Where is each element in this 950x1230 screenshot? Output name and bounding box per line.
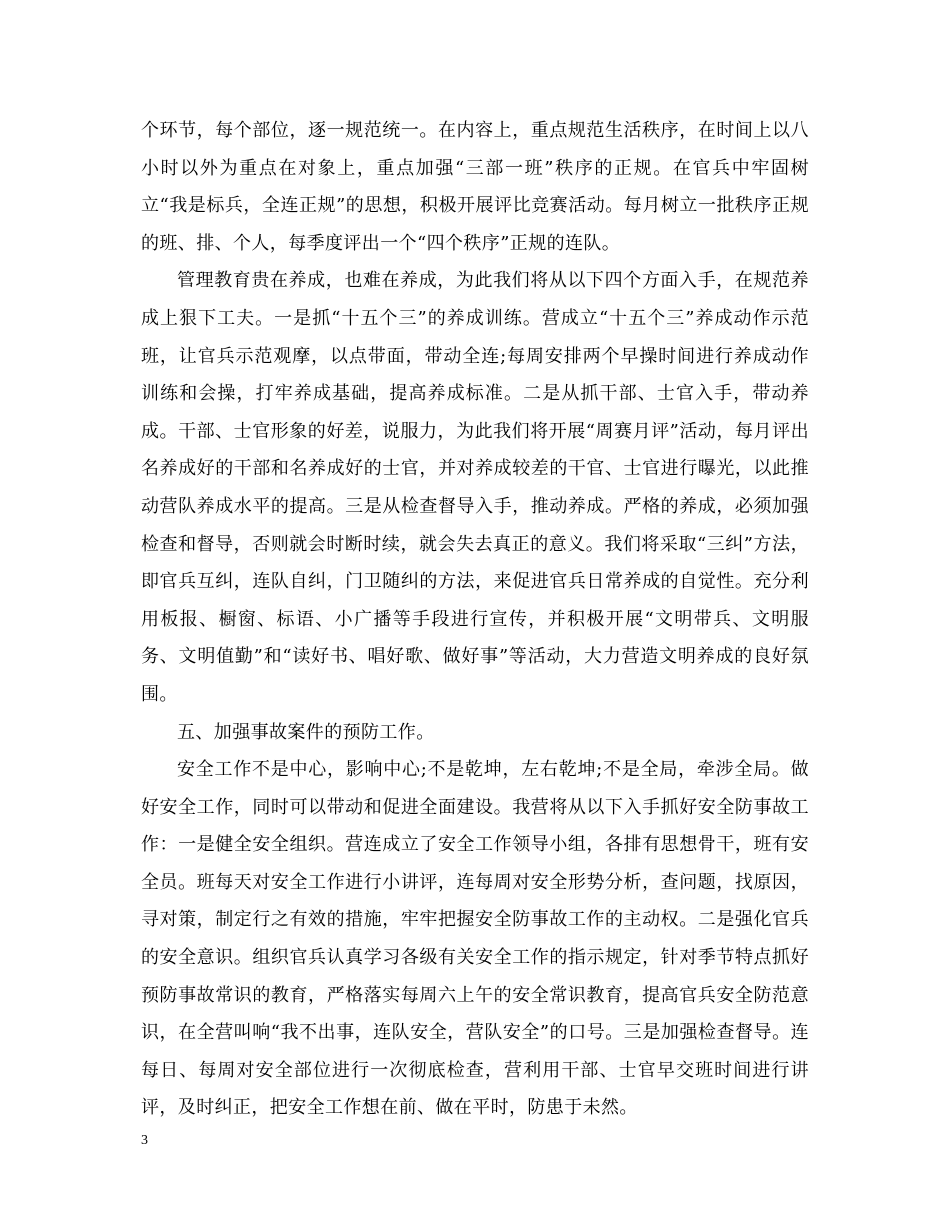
page-number: 3 xyxy=(141,1133,148,1148)
paragraph-3: 安全工作不是中心，影响中心;不是乾坤，左右乾坤;不是全局，牵涉全局。做好安全工作，同时可以带动和促进全面建设。我营将从以下入手抓好安全防事故工作：一是健全安全组织。营连成立了安全工作领导小组，各排有思想骨干，班有安全员。班每天对安全工作进行小讲评，连每周对安全形势分析，查问题，找原因，寻对策，制定行之有效的措施，牢牢把握安全防事故工作的主动权。二是强化官兵的安全意识。组织官兵认真学习各级有关安全工作的指示规定，针对季节特点抓好预防事故常识的教育，严格落实每周六上午的安全常识教育，提高官兵安全防范意识，在全营叫响“我不出事，连队安全，营队安全”的口号。三是加强检查督导。连每日、每周对安全部位进行一次彻底检查，营利用干部、士官早交班时间进行讲评，及时纠正，把安全工作想在前、做在平时，防患于未然。 xyxy=(141,759,809,1119)
section-heading-5: 五、加强事故案件的预防工作。 xyxy=(177,721,435,743)
document-body xyxy=(141,112,809,1127)
paragraph-1: 个环节，每个部位，逐一规范统一。在内容上，重点规范生活秩序，在时间上以八小时以外为重点在对象上，重点加强“三部一班”秩序的正规。在官兵中牢固树立“我是标兵，全连正规”的思想，积极开展评比竞赛活动。每月树立一批秩序正规的班、排、个人，每季度评出一个“四个秩序”正规的连队。 xyxy=(141,120,809,254)
paragraph-2: 管理教育贵在养成，也难在养成，为此我们将从以下四个方面入手，在规范养成上狠下工夫。一是抓“十五个三”的养成训练。营成立“十五个三”养成动作示范班，让官兵示范观摩，以点带面，带动全连;每周安排两个早操时间进行养成动作训练和会操，打牢养成基础，提高养成标准。二是从抓干部、士官入手，带动养成。干部、士官形象的好差，说服力，为此我们将开展“周赛月评”活动，每月评出名养成好的干部和名养成好的士官，并对养成较差的干官、士官进行曝光，以此推动营队养成水平的提高。三是从检查督导入手，推动养成。严格的养成，必须加强检查和督导，否则就会时断时续，就会失去真正的意义。我们将采取“三纠”方法，即官兵互纠，连队自纠，门卫随纠的方法，来促进官兵日常养成的自觉性。充分利用板报、橱窗、标语、小广播等手段进行宣传，并积极开展“文明带兵、文明服务、文明值勤”和“读好书、唱好歌、做好事”等活动，大力营造文明养成的良好氛围。 xyxy=(141,270,809,705)
